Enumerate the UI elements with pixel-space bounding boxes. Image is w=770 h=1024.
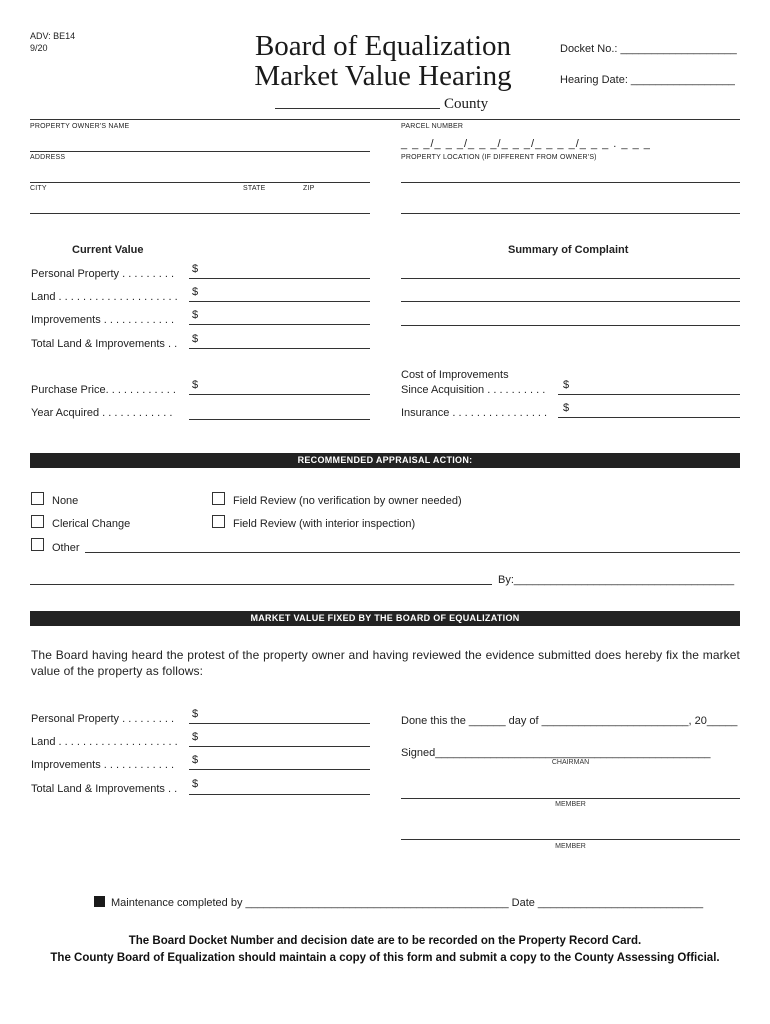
form-title-line2: Market Value Hearing	[254, 60, 512, 92]
chairman-caption: CHAIRMAN	[551, 759, 590, 766]
cv-personal-property-dollar: $	[192, 263, 199, 275]
mv-improvements-input[interactable]	[189, 769, 370, 770]
recommended-action-bar: RECOMMENDED APPRAISAL ACTION:	[30, 453, 740, 468]
signed-field[interactable]: Signed_____________________________________________	[401, 747, 711, 759]
city-label: CITY	[30, 185, 47, 192]
cv-land-label: Land . . . . . . . . . . . . . . . . . . . .	[31, 291, 178, 303]
mv-personal-property-dollar: $	[192, 708, 199, 720]
docket-number-field[interactable]: Docket No.: ___________________	[560, 43, 737, 55]
cv-land-input[interactable]	[189, 301, 370, 302]
member-signature-2[interactable]	[401, 839, 740, 840]
member-signature-1[interactable]	[401, 798, 740, 799]
cv-improvements-dollar: $	[192, 309, 199, 321]
cv-total-label: Total Land & Improvements . .	[31, 338, 178, 350]
other-input[interactable]	[85, 552, 740, 553]
state-label: STATE	[243, 185, 266, 192]
mv-land-dollar: $	[192, 731, 199, 743]
complaint-input-1[interactable]	[401, 278, 740, 279]
county-input-line[interactable]	[275, 108, 440, 109]
mv-land-label: Land . . . . . . . . . . . . . . . . . . . .	[31, 736, 178, 748]
zip-label: ZIP	[303, 185, 315, 192]
footer-note-1: The Board Docket Number and decision date are to be recorded on the Property Record Card.	[128, 935, 642, 947]
none-label: None	[52, 495, 79, 507]
insurance-input[interactable]	[558, 417, 740, 418]
cost-improvements-dollar: $	[563, 379, 570, 391]
cv-improvements-label: Improvements . . . . . . . . . . . .	[31, 314, 175, 326]
member-caption-2: MEMBER	[555, 843, 586, 850]
cv-total-dollar: $	[192, 333, 199, 345]
cv-land-dollar: $	[192, 286, 199, 298]
year-acquired-input[interactable]	[189, 419, 370, 420]
parcel-number-input[interactable]: _ _ _/_ _ _/_ _ _/_ _ _/_ _ _ _/_ _ _ . _ _ _	[401, 138, 651, 150]
field-review-interior-checkbox[interactable]	[212, 515, 225, 528]
owner-name-input[interactable]	[30, 151, 370, 152]
purchase-price-dollar: $	[192, 379, 199, 391]
field-review-no-verification-label: Field Review (no verification by owner needed)	[233, 495, 462, 507]
by-field[interactable]: By:____________________________________	[498, 574, 735, 586]
summary-complaint-heading: Summary of Complaint	[508, 244, 629, 256]
market-value-bar: MARKET VALUE FIXED BY THE BOARD OF EQUALIZATION	[30, 611, 740, 626]
insurance-dollar: $	[563, 402, 570, 414]
year-acquired-label: Year Acquired . . . . . . . . . . . .	[31, 407, 173, 419]
cv-total-input[interactable]	[189, 348, 370, 349]
cost-improvements-input[interactable]	[558, 394, 740, 395]
recommendation-notes-input[interactable]	[30, 584, 492, 585]
field-review-no-verification-checkbox[interactable]	[212, 492, 225, 505]
address-input[interactable]	[30, 182, 370, 183]
hearing-date-field[interactable]: Hearing Date: _________________	[560, 74, 735, 86]
cost-improvements-label: Cost of Improvements	[401, 369, 509, 381]
clerical-change-label: Clerical Change	[52, 518, 131, 530]
maintenance-completed-field[interactable]: Maintenance completed by ___________________________________________ Date ___________________________	[111, 897, 704, 909]
complaint-input-2[interactable]	[401, 301, 740, 302]
footer-note-2: The County Board of Equalization should maintain a copy of this form and submit a copy to the County Assessing Official.	[50, 952, 720, 964]
mv-personal-property-input[interactable]	[189, 723, 370, 724]
city-state-zip-input[interactable]	[30, 213, 370, 214]
mv-total-dollar: $	[192, 778, 199, 790]
owner-name-label: PROPERTY OWNER'S NAME	[30, 123, 130, 130]
member-caption-1: MEMBER	[555, 801, 586, 808]
clerical-change-checkbox[interactable]	[31, 515, 44, 528]
purchase-price-label: Purchase Price. . . . . . . . . . . .	[31, 384, 176, 396]
board-statement-paragraph: The Board having heard the protest of the property owner and having reviewed the evidence submitted does hereby fix the market value of the property as follows:	[31, 648, 740, 678]
other-label: Other	[52, 542, 80, 554]
mv-total-label: Total Land & Improvements . .	[31, 783, 178, 795]
maintenance-checkbox[interactable]	[94, 896, 105, 907]
done-this-date-field[interactable]: Done this the ______ day of ________________________, 20_____	[401, 715, 738, 727]
mv-land-input[interactable]	[189, 746, 370, 747]
section-top-rule	[30, 119, 740, 120]
property-location-input-2[interactable]	[401, 213, 740, 214]
none-checkbox[interactable]	[31, 492, 44, 505]
parcel-number-label: PARCEL NUMBER	[401, 123, 464, 130]
property-location-label: PROPERTY LOCATION (IF DIFFERENT FROM OWNER'S)	[401, 154, 597, 161]
current-value-heading: Current Value	[72, 244, 144, 256]
cv-personal-property-input[interactable]	[189, 278, 370, 279]
county-label: County	[444, 96, 489, 112]
mv-total-input[interactable]	[189, 794, 370, 795]
mv-improvements-label: Improvements . . . . . . . . . . . .	[31, 759, 175, 771]
cv-improvements-input[interactable]	[189, 324, 370, 325]
mv-improvements-dollar: $	[192, 754, 199, 766]
insurance-label: Insurance . . . . . . . . . . . . . . . .	[401, 407, 548, 419]
form-id: ADV: BE14	[30, 31, 76, 41]
form-revision: 9/20	[30, 43, 48, 53]
since-acquisition-label: Since Acquisition . . . . . . . . . .	[401, 384, 546, 396]
cv-personal-property-label: Personal Property . . . . . . . . .	[31, 268, 175, 280]
complaint-input-3[interactable]	[401, 325, 740, 326]
field-review-interior-label: Field Review (with interior inspection)	[233, 518, 416, 530]
mv-personal-property-label: Personal Property . . . . . . . . .	[31, 713, 175, 725]
form-title-line1: Board of Equalization	[254, 30, 512, 62]
property-location-input-1[interactable]	[401, 182, 740, 183]
address-label: ADDRESS	[30, 154, 66, 161]
purchase-price-input[interactable]	[189, 394, 370, 395]
other-checkbox[interactable]	[31, 538, 44, 551]
